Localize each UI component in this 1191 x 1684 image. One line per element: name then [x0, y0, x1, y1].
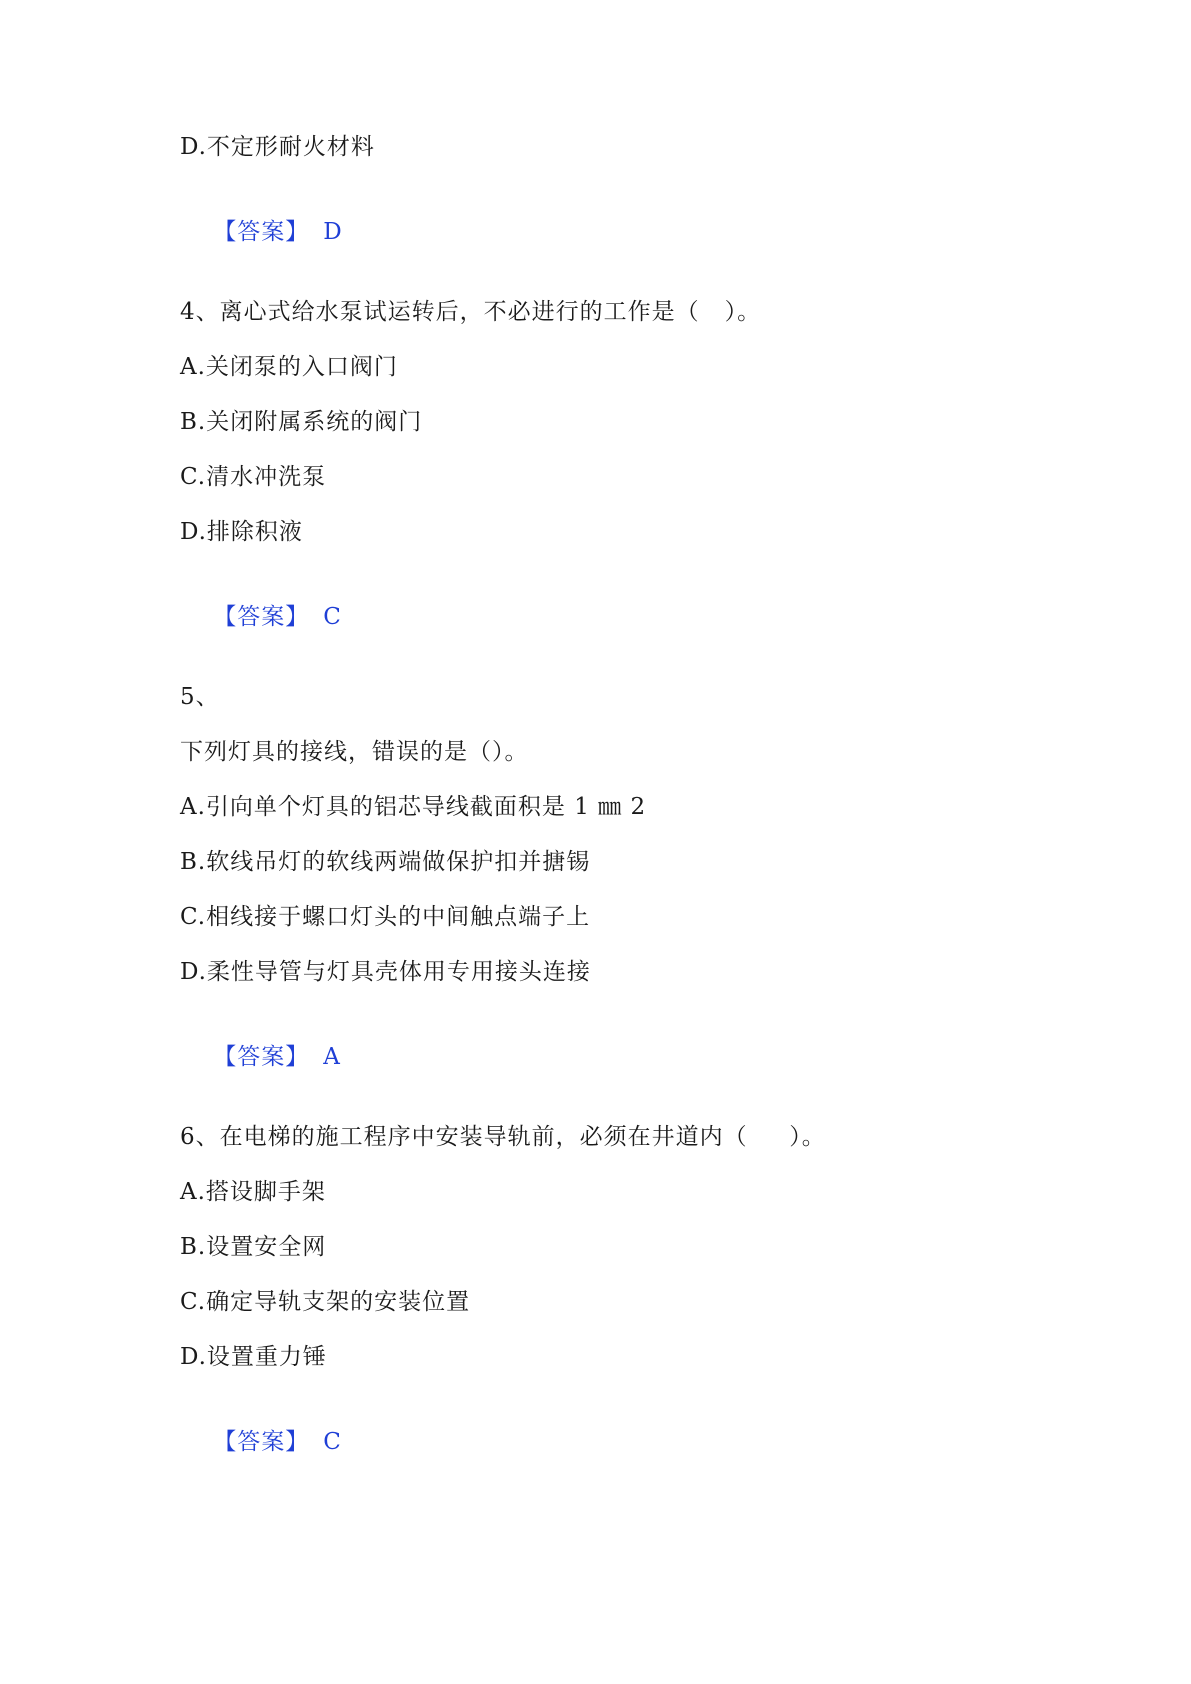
q4-option-a: A.关闭泵的入口阀门	[180, 354, 398, 380]
answer-label: 【答案】	[213, 1044, 310, 1070]
q6-option-d: D.设置重力锤	[180, 1344, 327, 1370]
q4-option-b: B.关闭附属系统的阀门	[180, 409, 423, 435]
q6-option-c: C.确定导轨支架的安装位置	[180, 1289, 471, 1315]
q5-number: 5、	[180, 684, 220, 710]
answer-value: D	[323, 219, 343, 245]
answer-value: C	[323, 1429, 342, 1455]
q6-answer	[180, 1397, 342, 1487]
q5-option-c: C.相线接于螺口灯头的中间触点端子上	[180, 904, 591, 930]
q6-option-b: B.设置安全网	[180, 1234, 327, 1260]
q4-answer	[180, 572, 342, 662]
q5-option-b: B.软线吊灯的软线两端做保护扣并搪锡	[180, 849, 591, 875]
q4-option-d: D.排除积液	[180, 519, 303, 545]
answer-label: 【答案】	[213, 604, 310, 630]
q5-option-d: D.柔性导管与灯具壳体用专用接头连接	[180, 959, 591, 985]
q5-answer	[180, 1012, 341, 1102]
q6-option-a: A.搭设脚手架	[180, 1179, 326, 1205]
q5-stem: 下列灯具的接线，错误的是（）。	[180, 739, 529, 765]
answer-value: A	[323, 1044, 341, 1070]
answer-value: C	[323, 604, 342, 630]
q3-answer	[180, 187, 343, 277]
q4-stem: 4、离心式给水泵试运转后，不必进行的工作是（ ）。	[180, 299, 762, 325]
answer-label: 【答案】	[213, 1429, 310, 1455]
q3-option-d: D.不定形耐火材料	[180, 134, 375, 160]
q5-option-a: A.引向单个灯具的铝芯导线截面积是 1 ㎜ 2	[180, 794, 647, 820]
q6-stem: 6、在电梯的施工程序中安装导轨前，必须在井道内（ ）。	[180, 1124, 826, 1150]
answer-label: 【答案】	[213, 219, 310, 245]
q4-option-c: C.清水冲洗泵	[180, 464, 327, 490]
